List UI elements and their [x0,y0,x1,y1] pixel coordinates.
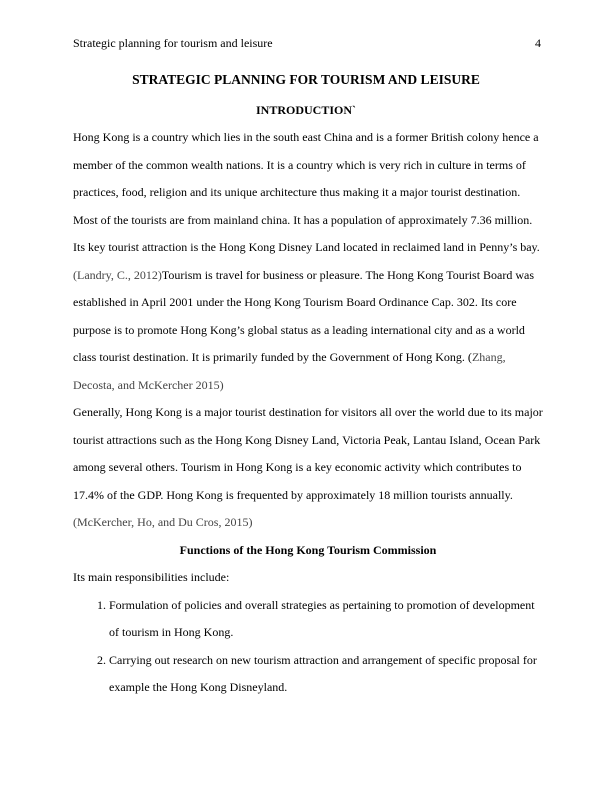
section-heading: Functions of the Hong Kong Tourism Commission [179,542,437,557]
responsibilities-list [73,592,543,702]
paragraph-1-text-b: Tourism is travel for business or pleasure. The Hong Kong Tourist Board was established in April 2001 under the Hong Kong Tourism Board Ordinance Cap. 302. Its core purpose is to promote Hong Kong’s global status as a leading international city and as a world class tourist destination. It is primarily funded by the Government of Hong Kong. ( [73,267,535,364]
list-item: 2. Carrying out research on new tourism attraction and arrangement of specific proposal for example the Hong Kong Disneyland. [109,647,543,702]
document-title: STRATEGIC PLANNING FOR TOURISM AND LEISURE [132,72,480,87]
paragraph-2-text: Generally, Hong Kong is a major tourist destination for visitors all over the world due to its major tourist attractions such as the Hong Kong Disney Land, Victoria Peak, Lantau Island, Ocean Park among several others. Tourism in Hong Kong is a key economic activity which contributes to 17.4% of the GDP. Hong Kong is frequented by approximately 18 million tourists annually. [73,405,543,502]
document-body [73,124,543,702]
running-head: Strategic planning for tourism and leisure [73,36,273,50]
paragraph-1 [73,124,543,399]
page-number: 4 [535,36,541,50]
lead-in: Its main responsibilities include: [73,570,230,584]
list-item: 1. Formulation of policies and overall strategies as pertaining to promotion of development of tourism in Hong Kong. [109,592,543,647]
paragraph-2 [73,399,543,537]
citation-landry: (Landry, C., 2012) [73,267,162,282]
introduction-heading: INTRODUCTION` [255,103,356,117]
citation-zhang: Zhang, Decosta, and McKercher 2015) [73,350,506,392]
citation-mckercher: (McKercher, Ho, and Du Cros, 2015) [73,515,253,529]
paragraph-1-text-a: Hong Kong is a country which lies in the south east China and is a former British colony hence a member of the common wealth nations. It is a country which is very rich in culture in terms of practices, food, religion and its unique architecture thus making it a major tourist destination. Most of the tourists are from mainland china. It has a population of approximately 7.36 million. Its key tourist attraction is the Hong Kong Disney Land located in reclaimed land in Penny’s bay. [73,130,540,254]
